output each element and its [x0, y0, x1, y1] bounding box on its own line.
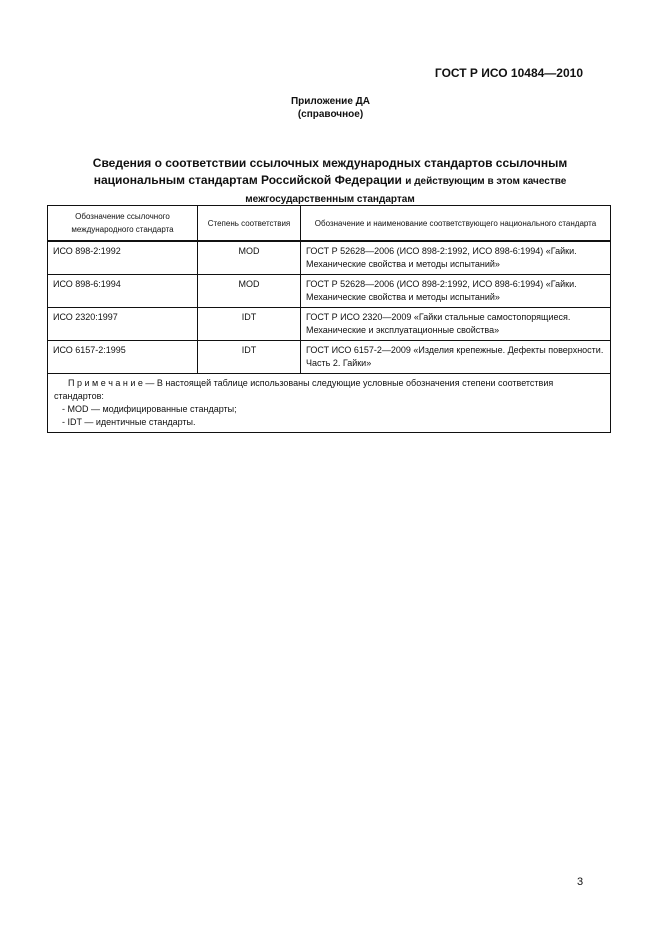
ref-cell: ИСО 6157-2:1995 [48, 341, 198, 374]
national-cell: ГОСТ Р 52628—2006 (ИСО 898-2:1992, ИСО 898-6:1994) «Гайки. Механические свойства и методы испытаний» [301, 241, 611, 275]
appendix-title: Приложение ДА [290, 96, 371, 107]
column-header: Обозначение и наименование соответствующего национального стандарта [301, 206, 611, 242]
column-header: Обозначение ссылочного международного стандарта [48, 206, 198, 242]
note-label: П р и м е ч а н и е [68, 378, 143, 388]
table-title-main: Сведения о соответствии ссылочных международных стандартов ссылочным национальным стандартам Российской Федерации [92, 156, 568, 187]
national-cell: ГОСТ Р ИСО 2320—2009 «Гайки стальные самостопорящиеся. Механические и эксплуатационные свойства» [301, 308, 611, 341]
table-title [60, 155, 600, 208]
ref-cell: ИСО 898-6:1994 [48, 275, 198, 308]
note-row [48, 374, 611, 433]
table-row [48, 241, 611, 275]
note-item: - IDT — идентичные стандарты. [62, 417, 196, 427]
table-row [48, 341, 611, 374]
degree-cell: IDT [198, 341, 301, 374]
table-row [48, 308, 611, 341]
national-cell: ГОСТ Р 52628—2006 (ИСО 898-2:1992, ИСО 898-6:1994) «Гайки. Механические свойства и методы испытаний» [301, 275, 611, 308]
correspondence-table [47, 205, 611, 433]
column-header: Степень соответствия [198, 206, 301, 242]
degree-cell: IDT [198, 308, 301, 341]
table-row [48, 275, 611, 308]
ref-cell: ИСО 898-2:1992 [48, 241, 198, 275]
note-text [54, 377, 604, 403]
appendix-subtitle: (справочное) [297, 109, 364, 120]
note-body: — В настоящей таблице использованы следующие условные обозначения степени соответствия стандартов: [54, 378, 554, 401]
table-header [48, 206, 611, 242]
ref-cell: ИСО 2320:1997 [48, 308, 198, 341]
degree-cell: MOD [198, 275, 301, 308]
degree-cell: MOD [198, 241, 301, 275]
page-number: 3 [577, 876, 584, 888]
note-item: - MOD — модифицированные стандарты; [62, 404, 237, 414]
document-id: ГОСТ Р ИСО 10484—2010 [434, 66, 583, 80]
national-cell: ГОСТ ИСО 6157-2—2009 «Изделия крепежные. Дефекты поверхности. Часть 2. Гайки» [301, 341, 611, 374]
table-title-rest: и действующим в этом качестве межгосударственным стандартам [245, 176, 567, 205]
